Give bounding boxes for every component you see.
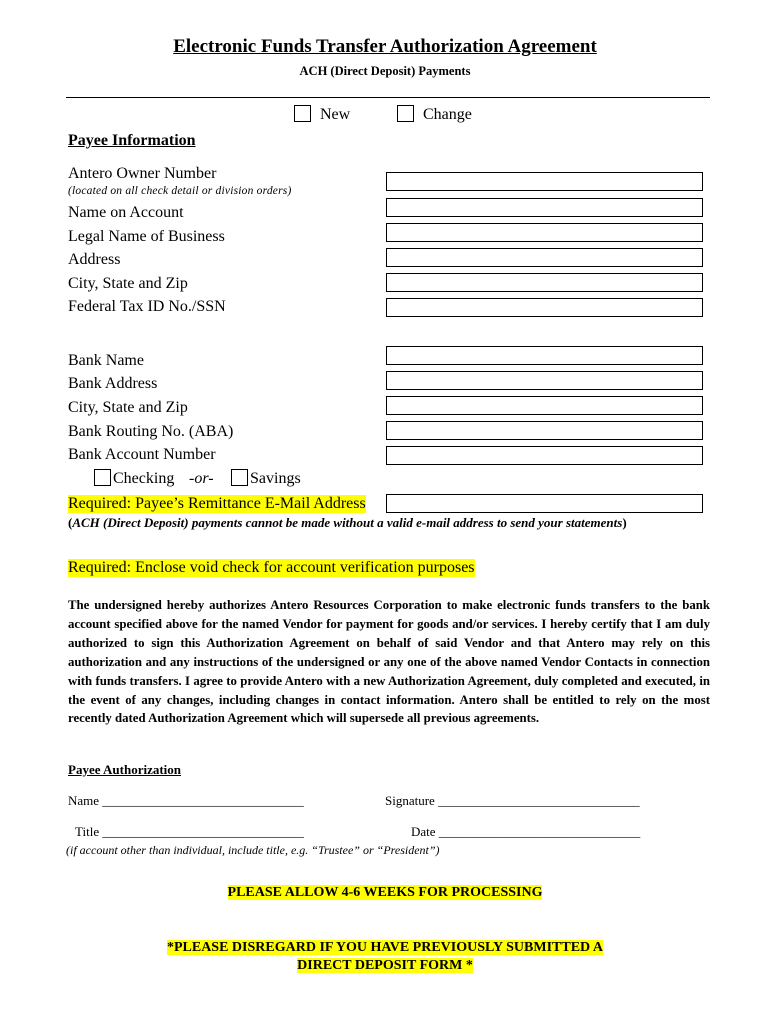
email-note — [68, 515, 627, 531]
disregard-notice-line1-wrap — [0, 940, 770, 956]
signature-line[interactable]: Signature _______________________________ — [385, 793, 640, 808]
email-note-close: ) — [622, 515, 627, 530]
disregard-notice-line2-wrap — [0, 958, 770, 974]
bank-name-label: Bank Name — [68, 352, 144, 369]
tax-id-input[interactable] — [386, 298, 703, 317]
routing-number-label: Bank Routing No. (ABA) — [68, 423, 234, 440]
bank-city-state-zip-input[interactable] — [386, 396, 703, 415]
or-label: -or- — [189, 470, 214, 487]
email-input[interactable] — [386, 494, 703, 513]
void-check-requirement: Required: Enclose void check for account verification purposes — [68, 559, 475, 576]
payee-info-heading: Payee Information — [68, 132, 196, 149]
processing-notice: PLEASE ALLOW 4-6 WEEKS FOR PROCESSING — [227, 885, 543, 900]
legal-business-name-input[interactable] — [386, 223, 703, 242]
bank-address-input[interactable] — [386, 371, 703, 390]
bank-name-input[interactable] — [386, 346, 703, 365]
city-state-zip-input[interactable] — [386, 273, 703, 292]
new-checkbox[interactable] — [294, 105, 311, 122]
name-on-account-input[interactable] — [386, 198, 703, 217]
email-note-text: ACH (Direct Deposit) payments cannot be made without a valid e-mail address to send your statements — [72, 515, 623, 530]
title-note: (if account other than individual, include title, e.g. “Trustee” or “President”) — [66, 843, 440, 857]
savings-checkbox[interactable] — [231, 469, 248, 486]
bank-city-state-zip-label: City, State and Zip — [68, 399, 188, 416]
checking-checkbox[interactable] — [94, 469, 111, 486]
name-signature-line[interactable]: Name _______________________________ — [68, 793, 304, 808]
owner-number-label: Antero Owner Number — [68, 165, 217, 182]
account-number-input[interactable] — [386, 446, 703, 465]
form-subtitle: ACH (Direct Deposit) Payments — [299, 64, 471, 78]
address-label: Address — [68, 251, 121, 268]
owner-number-note: (located on all check detail or division orders) — [68, 185, 292, 197]
processing-notice-wrap — [0, 885, 770, 901]
savings-label: Savings — [250, 470, 301, 487]
checking-label: Checking — [113, 470, 175, 487]
city-state-zip-label: City, State and Zip — [68, 275, 188, 292]
tax-id-label: Federal Tax ID No./SSN — [68, 298, 226, 315]
name-on-account-label: Name on Account — [68, 204, 184, 221]
email-required-label: Required: Payee’s Remittance E-Mail Address — [68, 495, 366, 512]
address-input[interactable] — [386, 248, 703, 267]
account-number-label: Bank Account Number — [68, 446, 216, 463]
legal-business-name-label: Legal Name of Business — [68, 228, 225, 245]
authorization-paragraph: The undersigned hereby authorizes Antero Resources Corporation to make electronic funds transfers to the bank account specified above for the named Vendor for payment for goods and/or services. I hereby certify that I am duly authorized to sign this Authorization Agreement on behalf of said Vendor and that Antero may rely on this authorization and any instructions of the undersigned or any one of the above named Vendor Contacts in connection with funds transfers. I agree to provide Antero with a new Authorization Agreement, duly completed and executed, in the event of any changes, including changes in contact information. Antero shall be entitled to rely on the most recently dated Authorization Agreement which will supersede all previous agreements. — [68, 598, 710, 726]
title-line[interactable]: Title _______________________________ — [75, 824, 304, 839]
form-title: Electronic Funds Transfer Authorization Agreement — [173, 36, 597, 57]
bank-address-label: Bank Address — [68, 375, 158, 392]
disregard-notice-line1: *PLEASE DISREGARD IF YOU HAVE PREVIOUSLY SUBMITTED A — [166, 940, 604, 955]
disregard-notice-line2: DIRECT DEPOSIT FORM * — [297, 958, 473, 973]
new-checkbox-label: New — [320, 106, 351, 123]
header-divider — [66, 97, 710, 98]
routing-number-input[interactable] — [386, 421, 703, 440]
change-checkbox-label: Change — [423, 106, 472, 123]
owner-number-input[interactable] — [386, 172, 703, 191]
email-note-open: ( — [68, 515, 73, 530]
date-line[interactable]: Date _______________________________ — [411, 824, 641, 839]
change-checkbox[interactable] — [397, 105, 414, 122]
payee-authorization-heading: Payee Authorization — [68, 762, 182, 777]
